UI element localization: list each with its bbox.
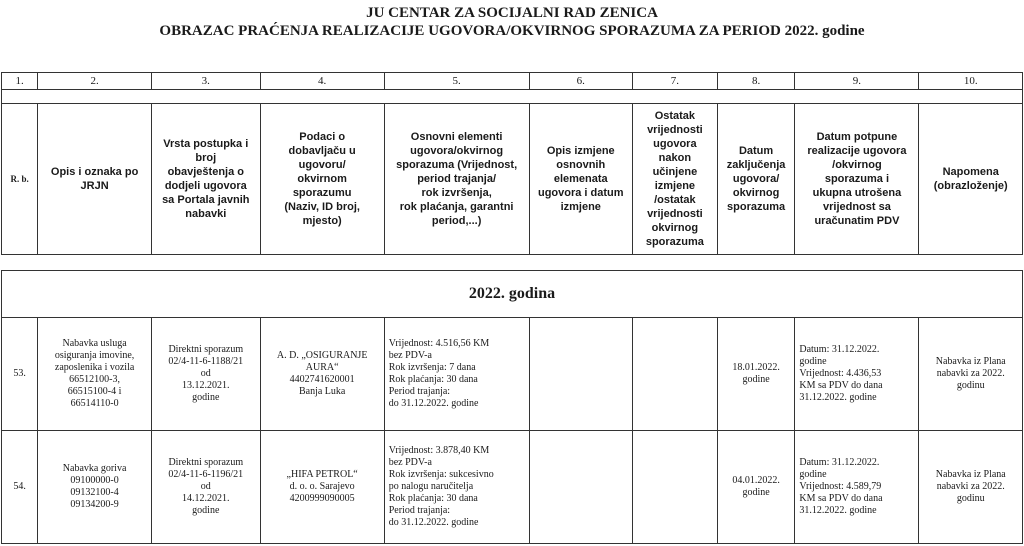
text-line: rok plaćanja, garantni	[399, 201, 514, 213]
procedure-type	[151, 431, 260, 544]
remaining-value	[632, 318, 717, 431]
text-line: 13.12.2021.	[182, 380, 230, 391]
text-line: Vrijednost: 4.516,56 KM	[388, 338, 490, 349]
text-line: godine	[742, 374, 770, 385]
text-line: 31.12.2022. godine	[799, 505, 877, 516]
change-description	[529, 431, 632, 544]
text-line: sporazuma i	[824, 173, 890, 185]
column-number-row	[2, 73, 1023, 90]
column-number: 6.	[529, 73, 632, 90]
text-line: učinjene	[652, 166, 698, 178]
text-line: godinu	[956, 380, 985, 391]
text-line: 66515100-4 i	[67, 386, 122, 397]
text-line: okvirnog	[651, 222, 699, 234]
text-line: godine	[799, 469, 827, 480]
table-row	[2, 431, 1023, 544]
spacer-row	[2, 90, 1023, 104]
text-line: okvirnog	[732, 187, 780, 199]
header-cell	[384, 104, 529, 255]
header-cell	[717, 104, 795, 255]
gap-row	[2, 255, 1023, 271]
text-line: mjesto)	[302, 215, 342, 227]
contract-elements	[384, 318, 529, 431]
column-number: 4.	[260, 73, 384, 90]
procedure-type	[151, 318, 260, 431]
text-line: godinu	[956, 493, 985, 504]
text-line: Vrijednost: 3.878,40 KM	[388, 445, 490, 456]
text-line: Osnovni elementi	[410, 131, 503, 143]
text-line: 4402741620001	[289, 374, 355, 385]
text-line: Napomena	[942, 166, 999, 178]
text-line: okvirnom	[297, 173, 347, 185]
text-line: sporazumu	[292, 187, 352, 199]
text-line: ugovora i datum	[537, 187, 624, 199]
text-line: do 31.12.2022. godine	[388, 398, 479, 409]
column-number: 5.	[384, 73, 529, 90]
text-line: period trajanja/	[417, 173, 497, 185]
text-line: sporazuma	[727, 201, 786, 213]
contract-date	[717, 431, 795, 544]
text-line: osiguranja imovine,	[54, 350, 135, 361]
header-cell	[151, 104, 260, 255]
text-line: Rok plaćanja: 30 dana	[388, 493, 478, 504]
realization-info	[795, 318, 919, 431]
procurement-description	[38, 431, 152, 544]
text-line: nabavki za 2022.	[936, 481, 1005, 492]
text-line: ukupna utrošena	[812, 187, 902, 199]
text-line: Rok izvršenja: 7 dana	[388, 362, 476, 373]
text-line: ugovora	[653, 138, 697, 150]
year-label: 2022. godina	[2, 271, 1023, 318]
text-line: do 31.12.2022. godine	[388, 517, 479, 528]
text-line: R. b.	[10, 174, 29, 184]
column-number: 1.	[2, 73, 38, 90]
text-line: 4200999090005	[289, 493, 355, 504]
text-line: 09134200-9	[70, 499, 119, 510]
header-cell	[919, 104, 1023, 255]
text-line: obavještenja o	[167, 166, 244, 178]
text-line: 02/4-11-6-1196/21	[168, 469, 244, 480]
column-number: 8.	[717, 73, 795, 90]
header-cell	[260, 104, 384, 255]
header-cell	[795, 104, 919, 255]
text-line: Banja Luka	[298, 386, 346, 397]
column-number: 2.	[38, 73, 152, 90]
text-line: 02/4-11-6-1188/21	[168, 356, 244, 367]
text-line: sporazuma	[645, 236, 704, 248]
text-line: 66512100-3,	[69, 374, 121, 385]
text-line: vrijednosti	[647, 124, 703, 136]
text-line: /ostatak	[654, 194, 696, 206]
text-line: ugovora/	[732, 173, 780, 185]
supplier-info	[260, 431, 384, 544]
text-line: nakon	[658, 152, 692, 164]
note	[919, 431, 1023, 544]
text-line: Vrijednost: 4.436,53	[799, 368, 882, 379]
text-line: Rok izvršenja: sukcesivno	[388, 469, 494, 480]
text-line: Datum potpune	[816, 131, 898, 143]
text-line: „HIFA PETROL“	[286, 469, 358, 480]
text-line: izmjene	[560, 201, 601, 213]
text-line: Direktni sporazum	[168, 344, 244, 355]
column-number: 10.	[919, 73, 1023, 90]
text-line: sa Portala javnih	[162, 194, 250, 206]
text-line: izmjene	[654, 180, 696, 192]
text-line: /okvirnog	[832, 159, 882, 171]
text-line: Ostatak	[654, 110, 696, 122]
text-line: godine	[192, 505, 220, 516]
realization-info	[795, 431, 919, 544]
text-line: zaključenja	[726, 159, 786, 171]
procurement-description	[38, 318, 152, 431]
table-row	[2, 318, 1023, 431]
contract-elements	[384, 431, 529, 544]
text-line: godine	[799, 356, 827, 367]
column-number: 3.	[151, 73, 260, 90]
text-line: od	[200, 368, 211, 379]
text-line: Direktni sporazum	[168, 457, 244, 468]
contracts-table	[1, 72, 1023, 544]
text-line: zaposlenika i vozila	[54, 362, 135, 373]
text-line: Datum	[738, 145, 774, 157]
year-row	[2, 271, 1023, 318]
text-line: godine	[742, 487, 770, 498]
text-line: godine	[192, 392, 220, 403]
text-line: uračunatim PDV	[814, 215, 900, 227]
text-line: Nabavka iz Plana	[935, 356, 1006, 367]
text-line: (Naziv, ID broj,	[284, 201, 360, 213]
text-line: 09132100-4	[70, 487, 119, 498]
text-line: Rok plaćanja: 30 dana	[388, 374, 478, 385]
text-line: sporazuma (Vrijednost,	[396, 159, 518, 171]
note	[919, 318, 1023, 431]
header-cell	[632, 104, 717, 255]
row-number: 53.	[2, 318, 38, 431]
text-line: Opis i oznaka po	[50, 166, 139, 178]
row-number: 54.	[2, 431, 38, 544]
text-line: Period trajanja:	[388, 505, 451, 516]
text-line: dobavljaču u	[288, 145, 356, 157]
text-line: Datum: 31.12.2022.	[799, 457, 880, 468]
text-line: Nabavka iz Plana	[935, 469, 1006, 480]
text-line: Opis izmjene	[546, 145, 615, 157]
text-line: ugovoru/	[298, 159, 346, 171]
text-line: 14.12.2021.	[182, 493, 230, 504]
text-line: KM sa PDV do dana	[799, 493, 883, 504]
text-line: rok izvršenja,	[421, 187, 492, 199]
column-number: 7.	[632, 73, 717, 90]
text-line: 09100000-0	[70, 475, 119, 486]
text-line: period,...)	[431, 215, 482, 227]
text-line: AURA“	[305, 362, 339, 373]
text-line: 66514110-0	[70, 398, 119, 409]
text-line: 04.01.2022.	[732, 475, 780, 486]
text-line: A. D. „OSIGURANJE	[276, 350, 368, 361]
text-line: Period trajanja:	[388, 386, 451, 397]
text-line: dodjeli ugovora	[164, 180, 247, 192]
text-line: Vrsta postupka i	[163, 138, 249, 150]
institution-title: JU CENTAR ZA SOCIJALNI RAD ZENICA	[366, 5, 658, 21]
contract-date	[717, 318, 795, 431]
header-cell	[38, 104, 152, 255]
supplier-info	[260, 318, 384, 431]
text-line: Vrijednost: 4.589,79	[799, 481, 882, 492]
text-line: elemenata	[553, 173, 608, 185]
header-row	[2, 104, 1023, 255]
header-cell	[2, 104, 38, 255]
text-line: KM sa PDV do dana	[799, 380, 883, 391]
text-line: Nabavka goriva	[62, 463, 127, 474]
text-line: vrijednosti	[647, 208, 703, 220]
text-line: bez PDV-a	[388, 457, 432, 468]
text-line: po nalogu naručitelja	[388, 481, 474, 492]
document-header	[0, 4, 1024, 40]
text-line: d. o. o. Sarajevo	[289, 481, 355, 492]
text-line: od	[200, 481, 211, 492]
text-line: vrijednost sa	[822, 201, 891, 213]
text-line: Nabavka usluga	[62, 338, 127, 349]
text-line: nabavki	[185, 208, 227, 220]
text-line: ugovora/okvirnog	[410, 145, 504, 157]
text-line: nabavki za 2022.	[936, 368, 1005, 379]
text-line: (obrazloženje)	[933, 180, 1008, 192]
text-line: JRJN	[80, 180, 109, 192]
form-title: OBRAZAC PRAĆENJA REALIZACIJE UGOVORA/OKVIRNOG SPORAZUMA ZA PERIOD 2022. godine	[159, 23, 865, 39]
text-line: Datum: 31.12.2022.	[799, 344, 880, 355]
text-line: bez PDV-a	[388, 350, 432, 361]
text-line: realizacije ugovora	[807, 145, 907, 157]
text-line: Podaci o	[299, 131, 346, 143]
column-number: 9.	[795, 73, 919, 90]
remaining-value	[632, 431, 717, 544]
text-line: osnovnih	[556, 159, 606, 171]
text-line: broj	[195, 152, 217, 164]
text-line: 18.01.2022.	[732, 362, 780, 373]
header-cell	[529, 104, 632, 255]
change-description	[529, 318, 632, 431]
text-line: 31.12.2022. godine	[799, 392, 877, 403]
